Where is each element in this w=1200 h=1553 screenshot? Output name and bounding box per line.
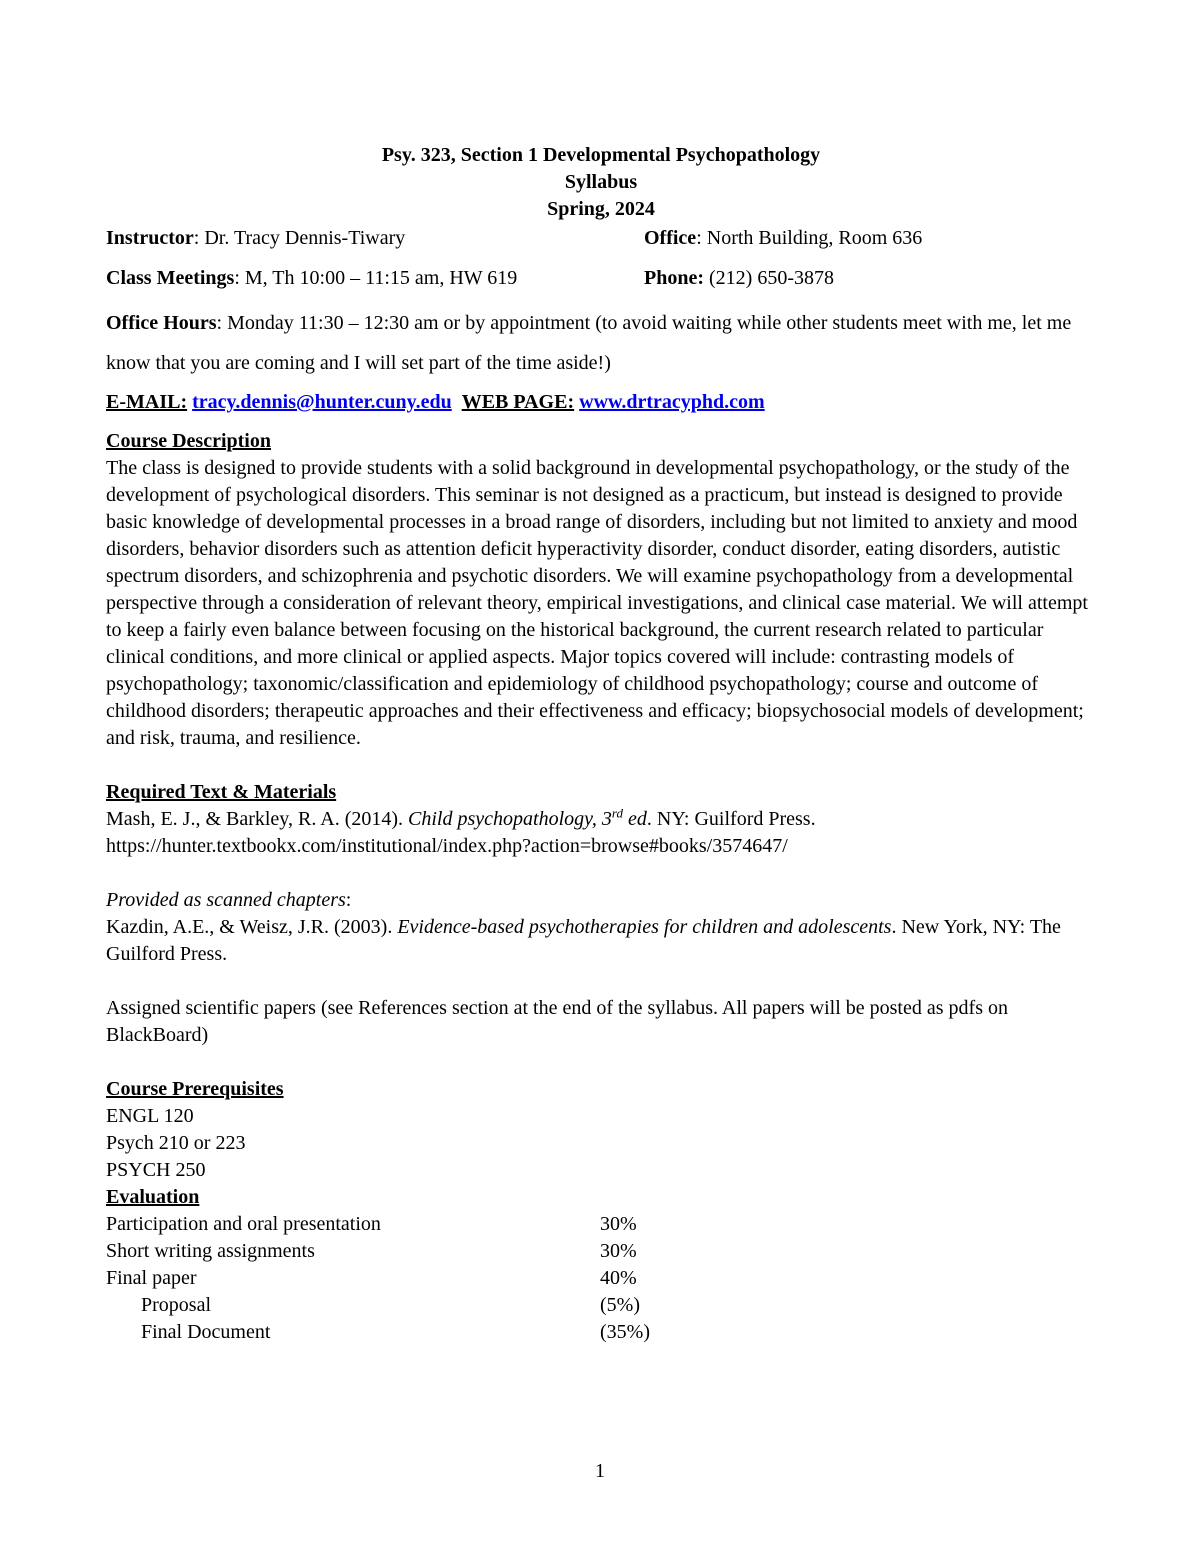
scanned-label-text: Provided as scanned chapters [106,889,346,911]
course-description-section [106,428,1096,752]
prerequisite-item: Psych 210 or 223 [106,1132,246,1154]
info-row-meetings [106,263,1096,303]
materials-section [106,779,1096,1049]
office-hours-label: Office Hours [106,312,217,334]
scanned-citation [106,914,1096,968]
evaluation-row [106,1265,1096,1292]
office-hours-value: : Monday 11:30 – 12:30 am or by appointment (to avoid waiting while other students meet with me, let me know that you are coming and I will set part of the time aside!) [106,312,1072,374]
page-number: 1 [595,1460,605,1482]
prerequisite-item: PSYCH 250 [106,1159,206,1181]
evaluation-row [106,1319,1096,1346]
evaluation-heading: Evaluation [106,1186,200,1208]
assigned-papers: Assigned scientific papers (see References section at the end of the syllabus. All papers will be posted as pdfs on BlackBoard) [106,997,1008,1046]
evaluation-section [106,1184,1096,1346]
evaluation-label: Participation and oral presentation [106,1213,381,1235]
textbook-edition-sup: rd [611,805,623,821]
web-label: WEB PAGE: [461,391,575,413]
scanned-chapters-label [106,887,1096,914]
phone-value: (212) 650-3878 [704,267,834,289]
contact-links [106,389,1096,416]
evaluation-label: Proposal [141,1294,211,1316]
scanned-authors: Kazdin, A.E., & Weisz, J.R. (2003). [106,916,398,938]
evaluation-row [106,1292,1096,1319]
evaluation-row [106,1211,1096,1238]
prerequisites-section [106,1076,1096,1184]
evaluation-label: Short writing assignments [106,1240,315,1262]
document-type: Syllabus [564,171,638,193]
textbook-authors: Mash, E. J., & Barkley, R. A. (2014). [106,808,409,830]
scanned-publisher: . New York, NY: The Guilford Press. [106,916,1061,965]
evaluation-label: Final Document [141,1321,271,1343]
evaluation-row [106,1238,1096,1265]
term: Spring, 2024 [547,198,655,220]
title-block [106,142,1096,223]
office-label: Office [644,227,697,249]
materials-heading: Required Text & Materials [106,781,337,803]
scanned-colon: : [345,889,352,911]
course-description-text: The class is designed to provide students with a solid background in developmental psychopathology, or the study of the development of psychological disorders. This seminar is not designed as a practicum, but instead is designed to provide basic knowledge of developmental processes in a broad range of disorders, including but not limited to anxiety and mood disorders, behavior disorders such as attention deficit hyperactivity disorder, conduct disorder, eating disorders, autistic spectrum disorders, and schizophrenia and psychotic disorders. We will examine psychopathology from a developmental perspective through a consideration of relevant theory, empirical investigations, and clinical case material. We will attempt to keep a fairly even balance between focusing on the historical background, the current research related to particular clinical conditions, and more clinical or applied aspects. Major topics covered will include: contrasting models of psychopathology; taxonomic/classification and epidemiology of childhood psychopathology; course and outcome of childhood disorders; therapeutic approaches and their effectiveness and efficacy; biopsychosocial models of development; and risk, trauma, and resilience. [106,457,1088,749]
prerequisite-item: ENGL 120 [106,1105,194,1127]
info-row-instructor [106,223,1096,263]
textbook-title: Child psychopathology, 3 [408,808,612,830]
textbook-title-end: ed [622,808,647,830]
instructor-label: Instructor [106,227,194,249]
office-hours [106,303,1096,383]
instructor-value: : Dr. Tracy Dennis-Tiwary [193,227,406,249]
evaluation-label: Final paper [106,1267,197,1289]
meetings-label: Class Meetings [106,267,235,289]
textbook-url[interactable]: https://hunter.textbookx.com/institutional/index.php?action=browse#books/3574647/ [106,835,788,857]
prerequisites-heading: Course Prerequisites [106,1078,284,1100]
textbook-publisher: . NY: Guilford Press. [646,808,816,830]
email-label: E-MAIL: [106,391,188,413]
evaluation-value: 40% [600,1267,637,1289]
textbook-citation [106,806,1096,833]
evaluation-value: 30% [600,1240,637,1262]
meetings-value: : M, Th 10:00 – 11:15 am, HW 619 [234,267,518,289]
web-link[interactable]: www.drtracyphd.com [579,391,765,413]
scanned-title: Evidence-based psychotherapies for children and adolescents [397,916,892,938]
course-description-heading: Course Description [106,430,271,452]
email-link[interactable]: tracy.dennis@hunter.cuny.edu [192,391,452,413]
phone-label: Phone: [644,267,704,289]
course-title: Psy. 323, Section 1 Developmental Psychopathology [381,144,821,166]
document-page [106,142,1096,1346]
evaluation-value: 30% [600,1213,637,1235]
evaluation-value: (5%) [600,1294,640,1316]
evaluation-value: (35%) [600,1321,650,1343]
office-value: : North Building, Room 636 [696,227,923,249]
